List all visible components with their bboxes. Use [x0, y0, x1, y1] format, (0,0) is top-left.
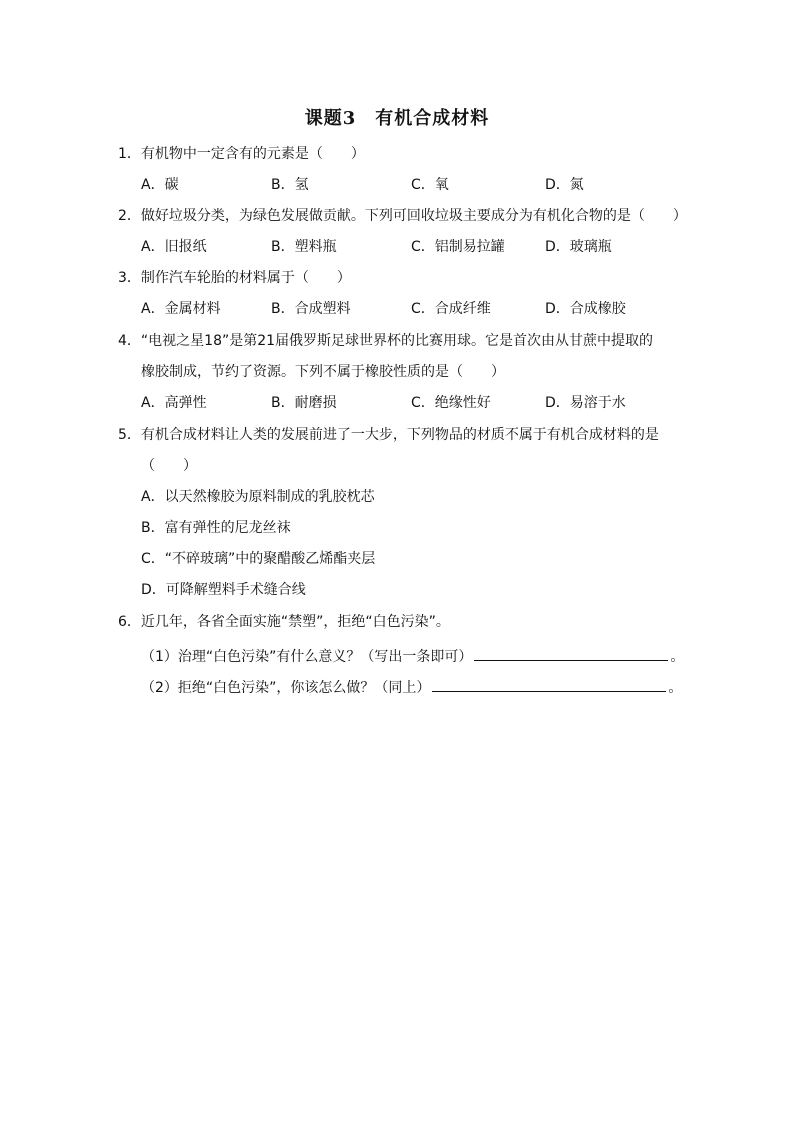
question-1-option-a[interactable]: A．碳 [141, 177, 179, 193]
question-5-option-c[interactable]: C．“不碎玻璃”中的聚醋酸乙烯酯夹层 [141, 551, 376, 567]
question-1-option-b[interactable]: B．氢 [271, 177, 309, 193]
question-3-option-b[interactable]: B．合成塑料 [271, 301, 351, 317]
question-5-option-d[interactable]: D．可降解塑料手术缝合线 [141, 582, 306, 598]
question-2-stem: 2．做好垃圾分类，为绿色发展做贡献。下列可回收垃圾主要成分为有机化合物的是（ ） [118, 208, 687, 224]
question-6-part-2-text: （2）拒绝“白色污染”，你该怎么做？（同上） [141, 680, 431, 696]
question-5-option-b[interactable]: B．富有弹性的尼龙丝袜 [141, 520, 291, 536]
question-4-stem-line-2: 橡胶制成，节约了资源。下列不属于橡胶性质的是（ ） [141, 364, 505, 380]
question-4-option-c[interactable]: C．绝缘性好 [411, 395, 491, 411]
question-3-option-a[interactable]: A．金属材料 [141, 301, 221, 317]
question-1-option-d[interactable]: D．氮 [545, 177, 584, 193]
question-4-option-b[interactable]: B．耐磨损 [271, 395, 337, 411]
question-4-option-d[interactable]: D．易溶于水 [545, 395, 626, 411]
question-2-option-d[interactable]: D．玻璃瓶 [545, 239, 612, 255]
question-2-option-a[interactable]: A．旧报纸 [141, 239, 207, 255]
question-5-option-a[interactable]: A．以天然橡胶为原料制成的乳胶枕芯 [141, 489, 375, 505]
page-title: 课题3 有机合成材料 [304, 108, 490, 129]
question-1-stem: 1．有机物中一定含有的元素是（ ） [118, 146, 365, 162]
question-4-stem-line-1: 4．“电视之星18”是第21届俄罗斯足球世界杯的比赛用球。它是首次由从甘蔗中提取的 [118, 333, 654, 349]
question-6-part-2 [141, 677, 682, 697]
question-3-option-c[interactable]: C．合成纤维 [411, 301, 491, 317]
question-6-part-1-text: （1）治理“白色污染”有什么意义？（写出一条即可） [141, 649, 473, 665]
question-6-part-1-end: 。 [670, 649, 685, 665]
question-2-option-c[interactable]: C．铝制易拉罐 [411, 239, 505, 255]
question-4-option-a[interactable]: A．高弹性 [141, 395, 207, 411]
question-2-option-b[interactable]: B．塑料瓶 [271, 239, 337, 255]
answer-blank-1[interactable] [474, 646, 668, 661]
question-3-option-d[interactable]: D．合成橡胶 [545, 301, 626, 317]
question-6-part-1 [141, 646, 684, 666]
question-5-stem-line-2: （ ） [141, 458, 197, 474]
question-6-part-2-end: 。 [668, 680, 683, 696]
question-3-stem: 3．制作汽车轮胎的材料属于（ ） [118, 270, 351, 286]
question-5-stem-line-1: 5．有机合成材料让人类的发展前进了一大步，下列物品的材质不属于有机合成材料的是 [118, 427, 659, 443]
answer-blank-2[interactable] [432, 677, 666, 692]
question-1-option-c[interactable]: C．氧 [411, 177, 449, 193]
question-6-stem: 6．近几年，各省全面实施“禁塑”，拒绝“白色污染”。 [118, 614, 450, 630]
